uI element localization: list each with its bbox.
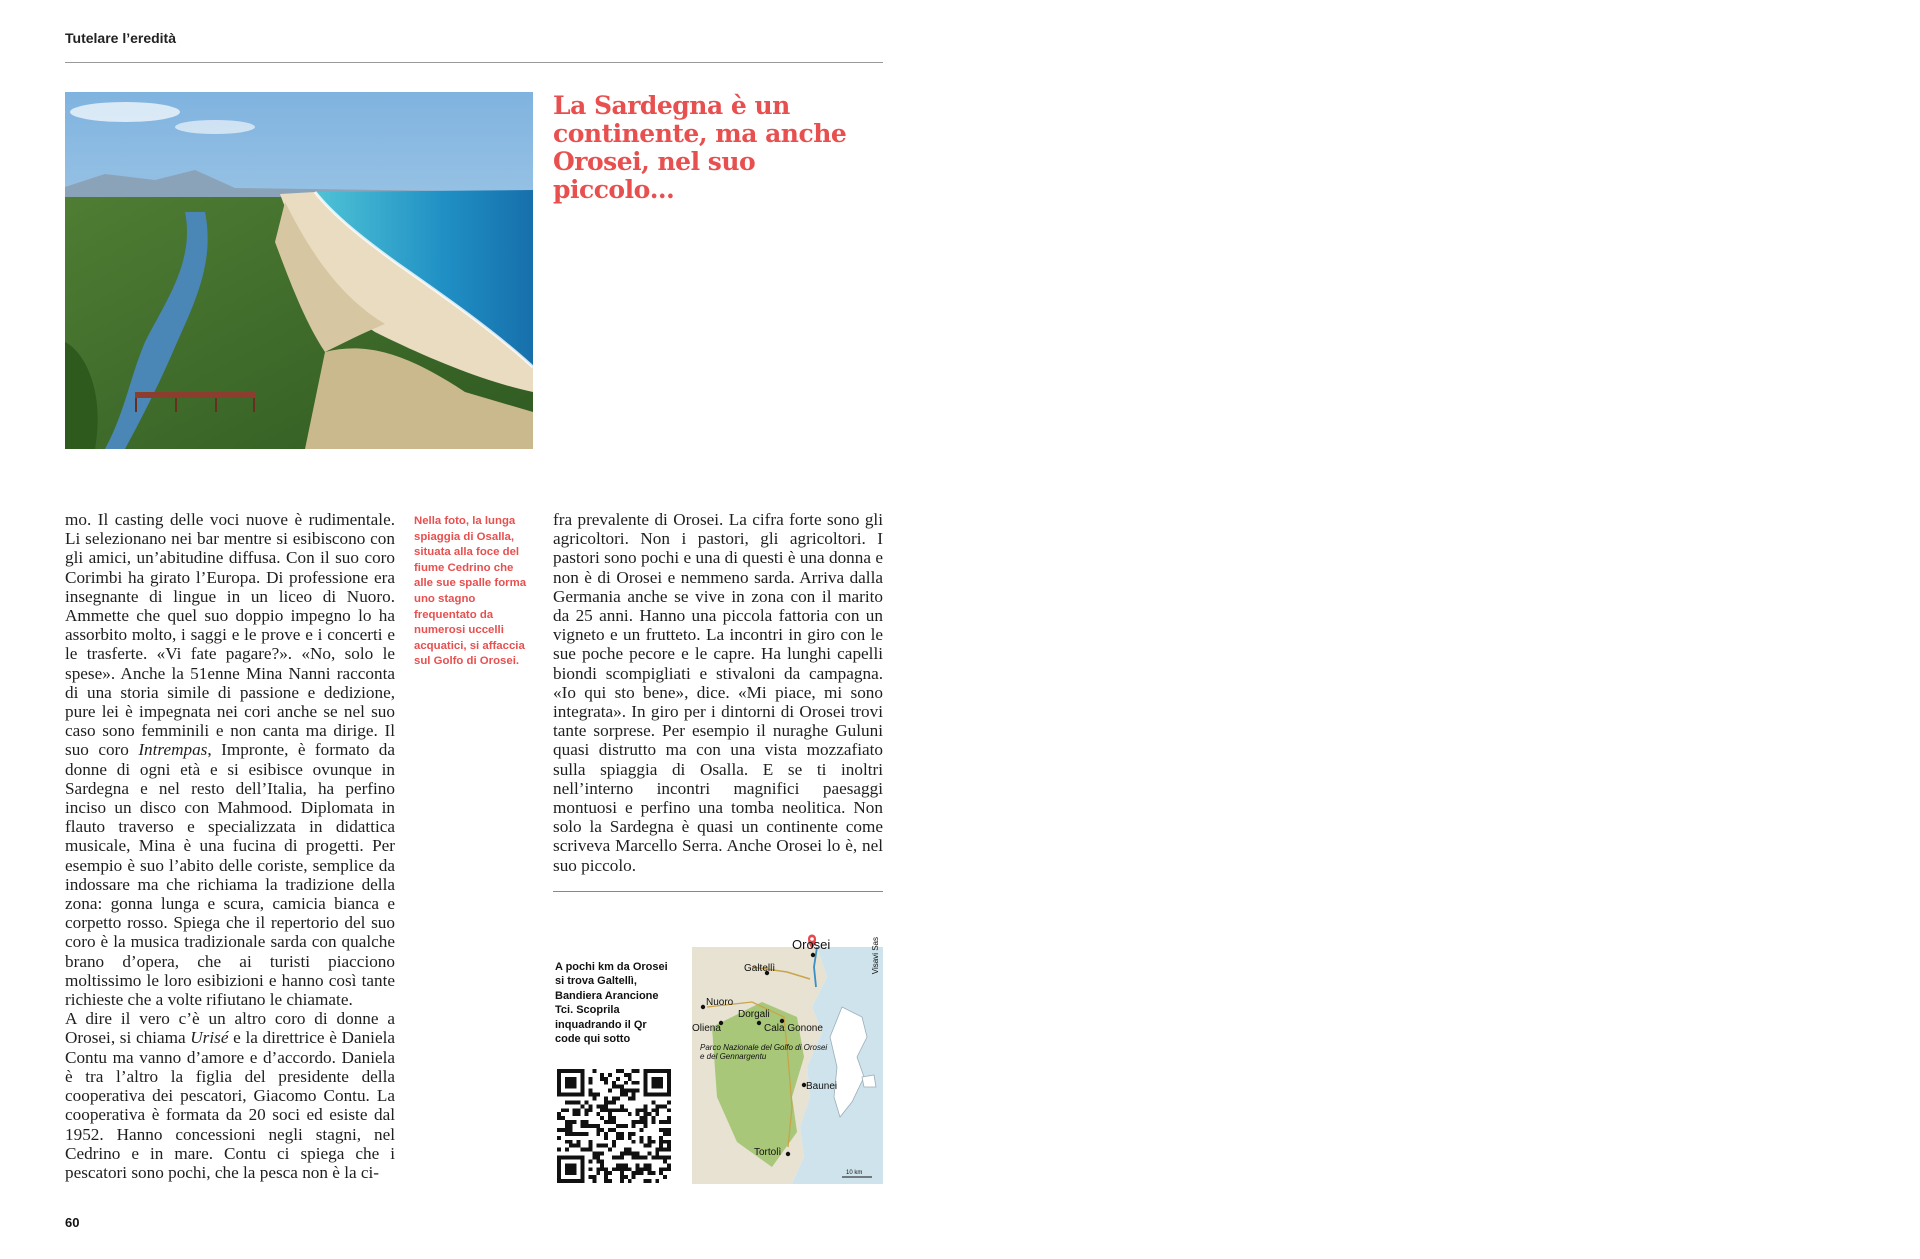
map-label-dorgali: Dorgali [738,1009,770,1020]
map-label-park: Parco Nazionale del Golfo di Orosei e del Gennargentu [700,1043,828,1061]
page-number: 60 [65,1215,80,1230]
map-credit: Visavi Sas [871,937,880,975]
map-label-nuoro: Nuoro [706,997,734,1008]
map-scale-label: 10 km [846,1170,863,1176]
map-label-baunei: Baunei [806,1081,838,1092]
body-column-left [65,510,395,1182]
map-label-cala-gonone: Cala Gonone [764,1023,823,1034]
paragraph: fra prevalente di Orosei. La cifra forte sono gli agricoltori. Non i pastori, gli agricoltori. I pastori sono pochi e una di questi è una donna e non è di Orosei e nemmeno sarda. Arriva dalla Germania anche se vive in zona con il marito da 25 anni. Hanno una piccola fattoria con un vigneto e un frutteto. La incontri in giro con le sue poche pecore e le capre. Ha lunghi capelli biondi scompigliati e stivaloni da campagna. «Io qui sto bene», dice. «Mi piace, mi sono integrata». In giro per i dintorni di Orosei trovi tante sorprese. Per esempio il nuraghe Guluni quasi distrutto ma con una vista mozzafiato sulla spiaggia di Osalla. E se ti inoltri nell’interno incontri magnifici paesaggi montuosi e perfino una tomba neolitica. Non solo la Sardegna è quasi un continente come scriveva Marcello Serra. Anche Orosei lo è, nel suo piccolo. [553,510,883,875]
body-column-right [553,510,883,875]
area-map [692,927,883,1184]
top-divider [65,62,883,63]
map-info-text: A pochi km da Orosei si trova Galtellì, Bandiera Arancione Tci. Scoprila inquadrando il Qr code qui sotto [555,961,668,1046]
map-label-oliena: Oliena [692,1023,721,1034]
map-label-galtelli: Galtellì [744,963,776,974]
map-label-orosei: Orosei [792,937,831,952]
photo-caption: Nella foto, la lunga spiaggia di Osalla, situata alla foce del fiume Cedrino che alle sue spalle forma uno stagno frequentato da numerosi uccelli acquatici, si affaccia sul Golfo di Orosei. [414,515,527,668]
beach-photo [65,92,533,449]
paragraph: A dire il vero c’è un altro coro di donne a Orosei, si chiama Urisé e la direttrice è Daniela Contu ma vanno d’amore e d’accordo. Daniela è tra l’altro la figlia del presidente della cooperativa dei pescatori, Giacomo Contu. La cooperativa è formata da 20 soci ed esiste dal 1952. Hanno concessioni negli stagni, nel Cedrino e in mare. Contu ci spiega che i pescatori sono pochi, che la pesca non è la ci- [65,1009,395,1182]
headline: La Sardegna è un continente, ma anche Orosei, nel suo piccolo… [553,91,847,204]
magazine-page [0,0,895,1259]
section-label: Tutelare l’eredità [65,30,177,46]
qr-code[interactable] [557,1069,671,1183]
paragraph: mo. Il casting delle voci nuove è rudimentale. Li selezionano nei bar mentre si esibiscono con gli amici, un’abitudine diffusa. Con il suo coro Corimbi ha girato l’Europa. Di professione era insegnante di lingue in un liceo di Nuoro. Ammette che quel suo doppio impegno lo ha assorbito molto, i saggi e le prove e i concerti e le trasferte. «Vi fate pagare?». «No, solo le spese». Anche la 51enne Mina Nanni racconta di una storia simile di passione e dedizione, pure lei è impegnata nei cori anche se nel suo caso sono femminili e non canta ma dirige. Il suo coro Intrempas, Impronte, è formato da donne di ogni età e si esibisce ovunque in Sardegna e nel resto dell’Italia, ha perfino inciso un disco con Mahmood. Diplomata in flauto traverso e specializzata in didattica musicale, Mina è una fucina di progetti. Per esempio è suo l’abito delle coriste, semplice da indossare ma che richiama la tradizione della zona: gonna lunga e scura, camicia bianca e corpetto rosso. Spiega che il repertorio del suo coro è la musica tradizionale sarda con qualche brano d’opera, che ai turisti piacciono moltissimo le loro esibizioni e hanno così tante richieste che a volte rifiutano le chiamate. [65,510,395,1010]
map-label-tortoli: Tortolì [754,1147,782,1158]
sidebar-divider [553,891,883,892]
